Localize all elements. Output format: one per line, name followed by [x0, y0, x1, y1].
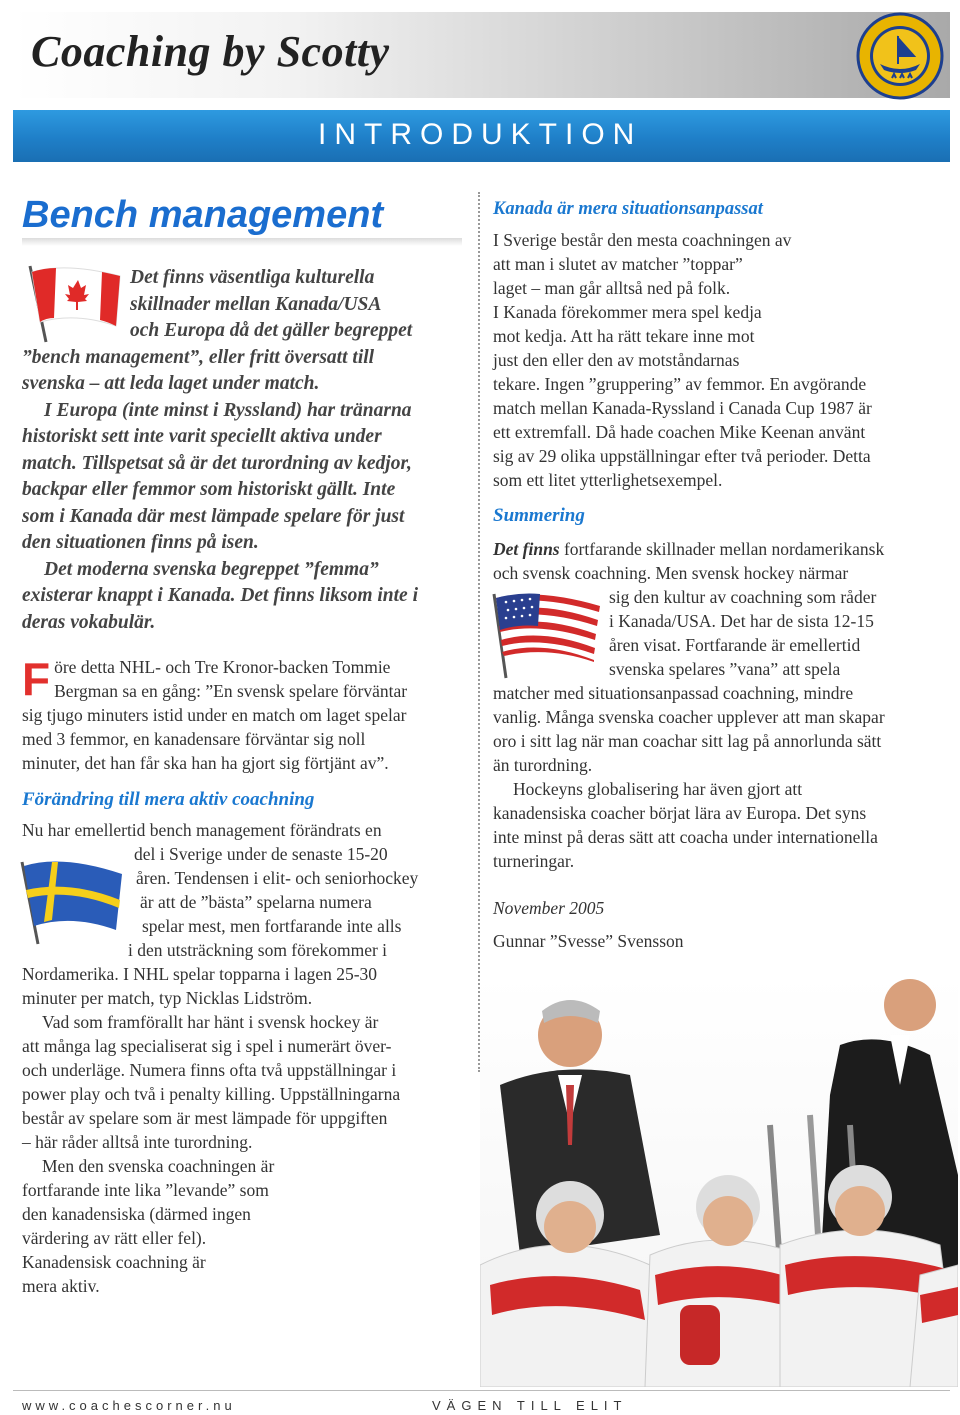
title-underline — [22, 238, 462, 246]
body-line: än turordning. — [493, 755, 593, 775]
body-line: Hockeyns globalisering har även gjort att — [513, 779, 803, 799]
body-line: spelar mest, men fortfarande inte alls — [142, 916, 402, 936]
subheading-summary: Summering — [493, 505, 585, 526]
intro-paragraph — [22, 265, 467, 636]
intro-line: svenska – att leda laget under match. — [22, 373, 320, 394]
page-title: Coaching by Scotty — [31, 27, 390, 76]
drop-cap: F — [22, 653, 51, 705]
intro-line: historiskt sett inte varit speciellt aktiva under — [22, 426, 382, 447]
article-author: Gunnar ”Svesse” Svensson — [493, 931, 684, 951]
body-line: som ett litet ytterlighetsexempel. — [493, 470, 723, 490]
body-line: Nordamerika. I NHL spelar topparna i lagen 25-30 — [22, 964, 378, 984]
body-line: i den utsträckning som förekommer i — [128, 940, 388, 960]
body-line: att man i slutet av matcher ”toppar” — [493, 254, 743, 274]
footer-tagline: VÄGEN TILL ELIT — [432, 1398, 628, 1413]
body-line: Kanadensisk coachning är — [22, 1252, 206, 1272]
summary-lead: Det finns — [493, 539, 560, 559]
subheading-change: Förändring till mera aktiv coachning — [22, 789, 315, 810]
body-line: den kanadensiska (därmed ingen — [22, 1204, 251, 1224]
body-line: med 3 femmor, en kanadensare förväntar sig noll — [22, 729, 366, 749]
intro-line: backpar eller femmor som historiskt gällt. Inte — [22, 479, 396, 500]
body-paragraph-3 — [493, 228, 948, 492]
body-line: I Kanada förekommer mera spel kedja — [493, 302, 762, 322]
intro-line: I Europa (inte minst i Ryssland) har tränarna — [44, 399, 412, 421]
page-header — [13, 12, 950, 98]
intro-line: som i Kanada där mest lämpade spelare för just — [22, 505, 405, 527]
intro-line: match. Tillspetsat så är det turordning av kedjor, — [22, 452, 412, 474]
intro-line: Det finns väsentliga kulturella — [130, 267, 375, 288]
body-line: Nu har emellertid bench management förändrats en — [22, 820, 382, 840]
body-line: del i Sverige under de senaste 15-20 — [134, 844, 388, 864]
body-line: minuter, det han får ska han ha gjort sig förtjänt av”. — [22, 753, 389, 773]
body-line: fortfarande inte lika ”levande” som — [22, 1180, 269, 1200]
body-line: mot kedja. Att ha rätt tekare inne mot — [493, 326, 755, 346]
body-line: matcher med situationsanpassad coachning, mindre — [493, 683, 854, 703]
body-line: värdering av rätt eller fel). — [22, 1228, 207, 1248]
body-line: mera aktiv. — [22, 1276, 100, 1296]
body-line: match mellan Kanada-Ryssland i Canada Cup 1987 är — [493, 398, 872, 418]
article-date: November 2005 — [493, 898, 605, 918]
body-line: just den eller den av motståndarnas — [493, 350, 740, 370]
bench-photo — [480, 975, 958, 1387]
column-divider — [478, 192, 480, 1072]
intro-line: Det moderna svenska begreppet ”femma” — [44, 558, 379, 580]
body-line: öre detta NHL- och Tre Kronor-backen Tommie — [54, 657, 391, 677]
body-line: kanadensiska coacher börjat lära av Europa. Det syns — [493, 803, 867, 823]
body-line: Bergman sa en gång: ”En svensk spelare förväntar — [54, 681, 408, 701]
body-line: ett extremfall. Då hade coachen Mike Keenan använt — [493, 422, 866, 442]
section-band — [13, 110, 950, 162]
body-line: åren. Tendensen i elit- och seniorhockey — [136, 868, 419, 888]
intro-line: den situationen finns på isen. — [22, 532, 259, 553]
body-line: vanlig. Många svenska coacher upplever att man skapar — [493, 707, 885, 727]
body-line: Men den svenska coachningen är — [42, 1156, 275, 1176]
body-paragraph-2 — [22, 818, 467, 1298]
footer-website: www.coachescorner.nu — [22, 1398, 236, 1413]
body-line: och underläge. Numera finns ofta två uppställningar i — [22, 1060, 397, 1080]
intro-line: skillnader mellan Kanada/USA — [130, 293, 382, 315]
body-line: sig av 29 olika uppställningar efter två perioder. Detta — [493, 446, 871, 466]
body-line: fortfarande skillnader mellan nordamerikansk — [559, 539, 885, 559]
body-line: och svensk coachning. Men svensk hockey närmar — [493, 563, 849, 583]
body-line: power play och två i penalty killing. Uppställningarna — [22, 1084, 401, 1104]
body-line: består av spelare som är mest lämpade för uppgiften — [22, 1108, 388, 1128]
body-line: svenska spelares ”vana” att spela — [609, 659, 841, 679]
subheading-canada: Kanada är mera situationsanpassat — [493, 199, 763, 219]
intro-line: deras vokabulär. — [22, 611, 156, 633]
body-line: turneringar. — [493, 851, 575, 871]
section-label: INTRODUKTION — [318, 118, 643, 151]
body-line: i Kanada/USA. Det har de sista 12-15 — [609, 611, 874, 631]
intro-line: existerar knappt i Kanada. Det finns liksom inte i — [22, 585, 419, 606]
body-line: att många lag specialiserat sig i spel i numerärt över- — [22, 1036, 392, 1056]
body-line: tekare. Ingen ”gruppering” av femmor. En avgörande — [493, 374, 867, 394]
federation-seal-icon — [856, 12, 944, 100]
body-line: laget – man går alltså ned på folk. — [493, 278, 731, 298]
body-line: sig tjugo minuters istid under en match om laget spelar — [22, 705, 407, 725]
body-line: är att de ”bästa” spelarna numera — [140, 892, 372, 912]
body-paragraph-1 — [22, 655, 467, 775]
body-line: Vad som framförallt har hänt i svensk hockey är — [42, 1012, 379, 1032]
body-line: åren visat. Fortfarande är emellertid — [609, 635, 861, 655]
article-title: Bench management — [22, 194, 384, 236]
body-line: inte minst på deras sätt att coacha under internationella — [493, 827, 878, 847]
body-line: minuter per match, typ Nicklas Lidström. — [22, 988, 313, 1008]
body-line: I Sverige består den mesta coachningen av — [493, 230, 792, 250]
intro-line: ”bench management”, eller fritt översatt till — [22, 346, 375, 368]
body-paragraph-4 — [493, 537, 948, 873]
intro-line: och Europa då det gäller begreppet — [130, 320, 413, 341]
body-line: – här råder alltså inte turordning. — [22, 1132, 253, 1152]
footer-rule — [13, 1390, 950, 1391]
body-line: sig den kultur av coachning som råder — [609, 587, 877, 607]
body-line: oro i sitt lag när man coachar sitt lag på annorlunda sätt — [493, 731, 882, 751]
